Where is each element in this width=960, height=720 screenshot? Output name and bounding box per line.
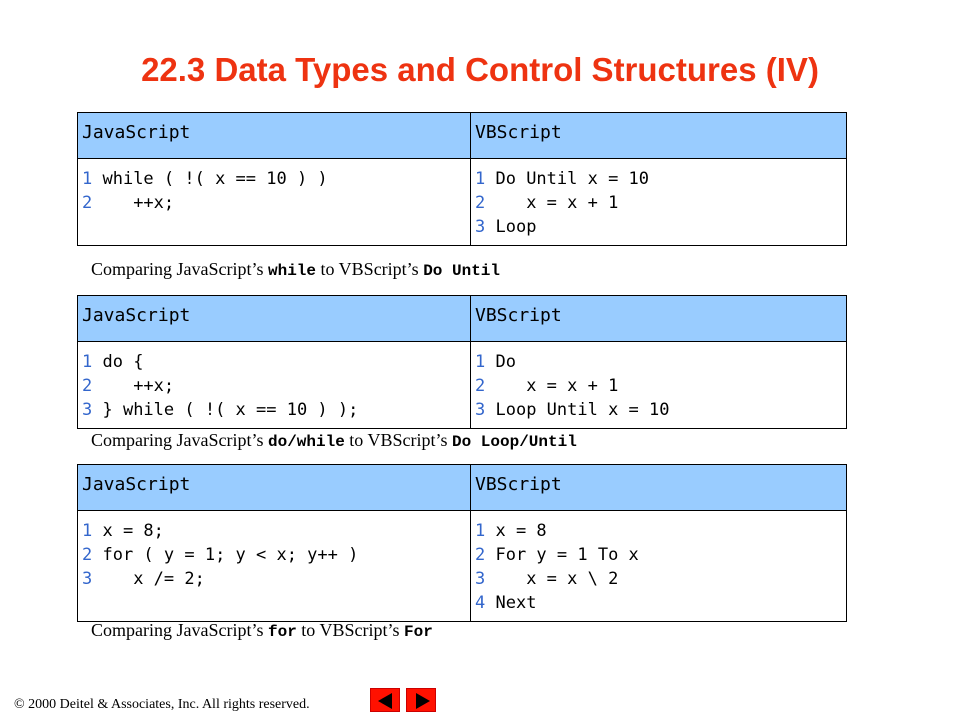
code-line [475, 543, 842, 567]
comparison-table-for [77, 464, 847, 622]
left-arrow-icon [371, 689, 401, 713]
next-slide-button[interactable] [406, 688, 436, 712]
caption-mid: to VBScript’s [296, 620, 404, 640]
code-row [78, 342, 847, 429]
code-text: Next [485, 593, 537, 613]
line-number: 1 [82, 521, 93, 541]
code-line [82, 374, 466, 398]
code-line [82, 398, 466, 422]
caption-prefix: Comparing JavaScript’s [91, 430, 268, 450]
line-number: 2 [82, 545, 93, 565]
line-number: 1 [475, 169, 486, 189]
line-number: 3 [475, 400, 486, 420]
vbscript-header: VBScript [471, 113, 847, 159]
code-line [475, 519, 842, 543]
comparison-table-do-while [77, 295, 847, 429]
caption-mid: to VBScript’s [316, 259, 424, 279]
line-number: 3 [82, 400, 93, 420]
code-text: Do Until x = 10 [485, 169, 650, 189]
code-line [82, 519, 466, 543]
vbscript-header: VBScript [471, 296, 847, 342]
code-text: x /= 2; [92, 569, 205, 589]
javascript-header: JavaScript [78, 465, 471, 511]
caption-keyword-vb: Do Until [423, 262, 500, 280]
caption-keyword-vb: Do Loop/Until [451, 433, 577, 451]
code-text: x = 8 [485, 521, 547, 541]
code-text: For y = 1 To x [485, 545, 639, 565]
copyright-symbol: © [14, 697, 25, 712]
line-number: 2 [475, 376, 486, 396]
line-number: 1 [82, 352, 93, 372]
line-number: 2 [82, 376, 93, 396]
javascript-code [78, 511, 471, 622]
code-text: while ( !( x == 10 ) ) [92, 169, 328, 189]
caption-while [91, 259, 500, 280]
code-line [475, 374, 842, 398]
code-line [475, 567, 842, 591]
vbscript-header: VBScript [471, 465, 847, 511]
line-number: 4 [475, 593, 486, 613]
javascript-code [78, 159, 471, 246]
code-text: do { [92, 352, 144, 372]
right-arrow-icon [407, 689, 437, 713]
table-header-row [78, 296, 847, 342]
vbscript-code [471, 159, 847, 246]
table-header-row [78, 113, 847, 159]
line-number: 3 [475, 217, 486, 237]
code-text: ++x; [92, 376, 175, 396]
code-text: Loop [485, 217, 537, 237]
code-text: ++x; [92, 193, 175, 213]
vbscript-code [471, 511, 847, 622]
line-number: 3 [475, 569, 486, 589]
code-text: Do [485, 352, 516, 372]
code-line [475, 398, 842, 422]
code-line [82, 567, 466, 591]
caption-keyword-js: do/while [267, 433, 345, 451]
code-line [82, 191, 466, 215]
code-line [82, 350, 466, 374]
caption-do-while [91, 430, 577, 451]
line-number: 2 [475, 193, 486, 213]
code-line [475, 591, 842, 615]
line-number: 2 [82, 193, 93, 213]
code-line [82, 543, 466, 567]
code-text: } while ( !( x == 10 ) ); [92, 400, 359, 420]
line-number: 1 [82, 169, 93, 189]
code-text: x = x + 1 [485, 376, 619, 396]
code-line [475, 350, 842, 374]
code-line [475, 167, 842, 191]
code-text: x = x \ 2 [485, 569, 619, 589]
table-header-row [78, 465, 847, 511]
line-number: 1 [475, 521, 486, 541]
caption-for [91, 620, 433, 641]
javascript-code [78, 342, 471, 429]
code-line [475, 215, 842, 239]
page-title: 22.3 Data Types and Control Structures (IV) [141, 51, 819, 88]
copyright-text: 2000 Deitel & Associates, Inc. All rights reserved. [24, 697, 310, 712]
comparison-table-while [77, 112, 847, 246]
caption-keyword-vb: For [403, 623, 433, 641]
code-text: x = 8; [92, 521, 164, 541]
vbscript-code [471, 342, 847, 429]
previous-slide-button[interactable] [370, 688, 400, 712]
code-row [78, 511, 847, 622]
code-text: x = x + 1 [485, 193, 619, 213]
code-text: Loop Until x = 10 [485, 400, 670, 420]
copyright-footer [14, 697, 310, 713]
line-number: 1 [475, 352, 486, 372]
caption-keyword-js: for [267, 623, 297, 641]
code-row [78, 159, 847, 246]
caption-prefix: Comparing JavaScript’s [91, 620, 268, 640]
javascript-header: JavaScript [78, 113, 471, 159]
javascript-header: JavaScript [78, 296, 471, 342]
code-text: for ( y = 1; y < x; y++ ) [92, 545, 359, 565]
caption-prefix: Comparing JavaScript’s [91, 259, 268, 279]
line-number: 2 [475, 545, 486, 565]
caption-mid: to VBScript’s [344, 430, 452, 450]
code-line [475, 191, 842, 215]
code-line [82, 167, 466, 191]
caption-keyword-js: while [267, 262, 316, 280]
line-number: 3 [82, 569, 93, 589]
